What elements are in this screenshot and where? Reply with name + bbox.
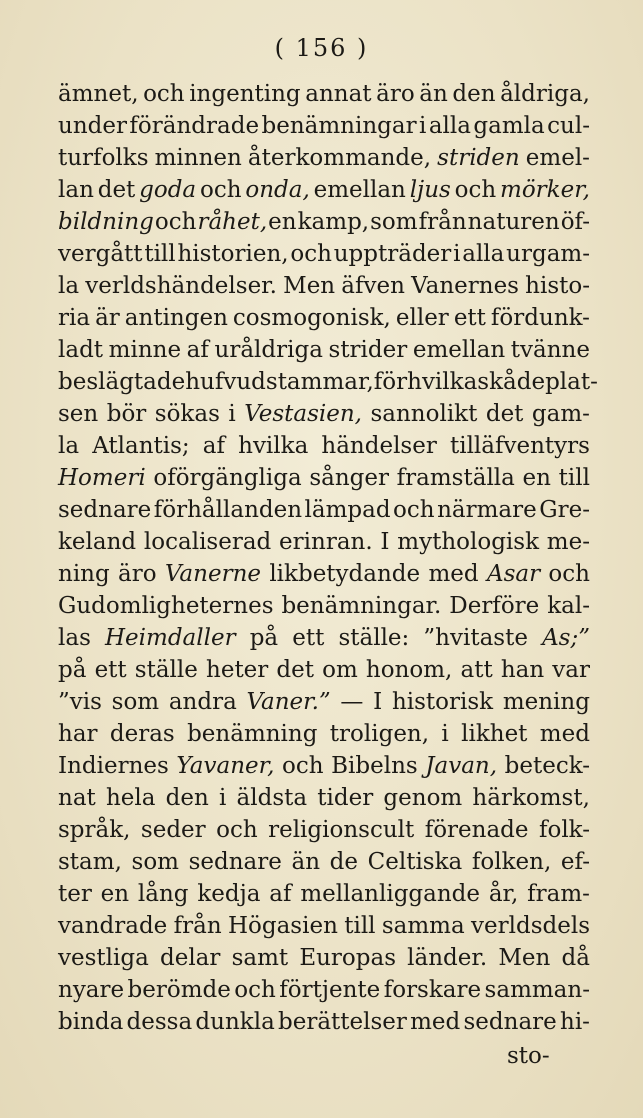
word: ställe (134, 657, 198, 683)
word: ett (292, 625, 325, 651)
word: det (485, 401, 524, 427)
word: ingenting (189, 81, 301, 107)
word: framställa (396, 465, 515, 491)
word: förhållanden (153, 497, 303, 523)
word: binda (58, 1009, 124, 1035)
word: ria (58, 305, 91, 331)
word: emel- (525, 145, 590, 171)
word: en (522, 465, 551, 491)
word: Men (283, 273, 336, 299)
word: var (552, 657, 590, 683)
word: la (58, 433, 80, 459)
word: emellan (313, 177, 406, 203)
word: religionscult (268, 817, 415, 843)
word: ladt (58, 337, 104, 363)
word: äldsta (236, 785, 308, 811)
word: historisk (391, 689, 494, 715)
word: sökas (154, 401, 220, 427)
word: då (561, 945, 590, 971)
word: på (249, 625, 279, 651)
italic-word: mörker, (500, 177, 590, 203)
word: skådeplat- (477, 369, 598, 395)
text-line (58, 878, 590, 910)
text-line (58, 430, 590, 462)
text-line (58, 238, 590, 270)
word: med (539, 721, 590, 747)
word: under (58, 113, 127, 139)
word: med (428, 561, 479, 587)
word: kal- (547, 593, 590, 619)
word: localiserad (143, 529, 272, 555)
text-line (58, 110, 590, 142)
word: en (100, 881, 130, 907)
word: eller (395, 305, 449, 331)
word: minne (108, 337, 182, 363)
text-line (58, 718, 590, 750)
italic-word: Vanerne (164, 561, 261, 587)
text-line (58, 622, 590, 654)
word: har (58, 721, 98, 747)
word: och (454, 177, 497, 203)
word: äro (118, 561, 157, 587)
word: tilläfventyrs (449, 433, 590, 459)
italic-word: Vestasien, (244, 401, 362, 427)
word: Europas (299, 945, 396, 971)
word: och (290, 241, 332, 267)
word: alla (428, 113, 471, 139)
word: till (144, 241, 176, 267)
word: annat (305, 81, 372, 107)
text-line (58, 814, 590, 846)
word: Gudomligheternes (58, 593, 274, 619)
word: förtjente (279, 977, 381, 1003)
word: och (282, 753, 324, 779)
word: än (419, 81, 448, 107)
word: med (410, 1009, 461, 1035)
catchword: sto- (507, 1043, 550, 1069)
word: af (202, 433, 226, 459)
word: seder (140, 817, 206, 843)
word: bör (106, 401, 147, 427)
word: förändrade (129, 113, 260, 139)
word: sednare (463, 1009, 557, 1035)
italic-word: bildning (58, 209, 154, 235)
text-line (58, 558, 590, 590)
text-line (58, 398, 590, 430)
word: i (219, 785, 227, 811)
italic-word: striden (437, 145, 520, 171)
word: verldsdels (471, 913, 590, 939)
word: folken, (471, 849, 552, 875)
word: sednare (58, 497, 152, 523)
word: ställe: (338, 625, 410, 651)
word: deras (109, 721, 175, 747)
word: dunkla (195, 1009, 275, 1035)
word: nyare (58, 977, 125, 1003)
italic-word: Asar (486, 561, 541, 587)
word: mening (502, 689, 590, 715)
word: lämpad (304, 497, 391, 523)
word: åldriga, (500, 81, 590, 107)
word: fördunk- (490, 305, 590, 331)
italic-word: Yavaner, (176, 753, 275, 779)
word: ett (453, 305, 486, 331)
word: öf- (560, 209, 590, 235)
word: folk- (538, 817, 590, 843)
word: urgam- (506, 241, 590, 267)
word: hufvudstammar, (185, 369, 374, 395)
italic-word: goda (139, 177, 197, 203)
italic-word: Vaner.” (246, 689, 331, 715)
italic-word: Javan, (425, 753, 498, 779)
text-line (58, 686, 590, 718)
word: likhet (461, 721, 528, 747)
word: äro (376, 81, 415, 107)
text-line (58, 750, 590, 782)
italic-word: råhet, (197, 209, 268, 235)
page-number: ( 156 ) (274, 34, 369, 62)
word: ter (58, 881, 92, 907)
word: sednare (188, 849, 282, 875)
word: honom, (365, 657, 453, 683)
text-line (58, 174, 590, 206)
text-line (58, 494, 590, 526)
word: ning (58, 561, 110, 587)
word: än (291, 849, 321, 875)
word: ”vis (58, 689, 102, 715)
word: språk, (58, 817, 131, 843)
word: det (276, 657, 314, 683)
word: den (452, 81, 496, 107)
word: äfven (341, 273, 405, 299)
word: de (329, 849, 359, 875)
word: benämningar (261, 113, 417, 139)
word: är (95, 305, 120, 331)
word: nat (58, 785, 96, 811)
word: närmare (437, 497, 537, 523)
word: Derföre (449, 593, 540, 619)
text-line (58, 782, 590, 814)
word: cul- (547, 113, 590, 139)
word: lan (58, 177, 94, 203)
word: och (199, 177, 242, 203)
word: beslägtade (58, 369, 186, 395)
word: ett (94, 657, 127, 683)
text-line (58, 1006, 590, 1038)
word: hela (105, 785, 156, 811)
word: las (58, 625, 91, 651)
word: det (97, 177, 136, 203)
word: heter (206, 657, 269, 683)
body-text (58, 78, 598, 1038)
word: genom (383, 785, 463, 811)
word: Gre- (539, 497, 590, 523)
word: historien, (177, 241, 289, 267)
word: cosmogonisk, (232, 305, 391, 331)
word: delar (159, 945, 221, 971)
word: troligen, (329, 721, 430, 747)
word: kedja (197, 881, 261, 907)
word: likbetydande (269, 561, 421, 587)
word: erinran. (279, 529, 373, 555)
word: I (380, 529, 390, 555)
word: en (268, 209, 297, 235)
word: Högasien (227, 913, 338, 939)
word: samma (381, 913, 465, 939)
word: återkommande, (247, 145, 432, 171)
word: i (441, 721, 449, 747)
word: från (173, 913, 222, 939)
word: benämning (187, 721, 318, 747)
italic-word: As;” (542, 625, 590, 651)
word: och (548, 561, 590, 587)
word: stam, (58, 849, 122, 875)
word: länder. (407, 945, 488, 971)
word: lång (137, 881, 189, 907)
word: och (143, 81, 185, 107)
word: Indiernes (58, 753, 169, 779)
word: att (460, 657, 493, 683)
word: andra (168, 689, 237, 715)
word: från (418, 209, 467, 235)
word: berättelser (278, 1009, 407, 1035)
word: och (234, 977, 276, 1003)
word: benämningar. (281, 593, 442, 619)
word: minnen (154, 145, 242, 171)
word: fram- (527, 881, 590, 907)
word: I (373, 689, 383, 715)
word: ef- (560, 849, 590, 875)
word: Men (498, 945, 551, 971)
word: uråldriga (214, 337, 323, 363)
word: händelser (321, 433, 437, 459)
word: hvilka (407, 369, 478, 395)
text-line (58, 942, 590, 974)
word: tvänne (510, 337, 590, 363)
word: mythologisk (397, 529, 540, 555)
text-line (58, 270, 590, 302)
text-line (58, 462, 590, 494)
word: i (453, 241, 461, 267)
text-line (58, 974, 590, 1006)
text-line (58, 142, 590, 174)
word: gamla (473, 113, 545, 139)
word: me- (546, 529, 590, 555)
word: Atlantis; (92, 433, 190, 459)
word: af (186, 337, 209, 363)
text-line (58, 526, 590, 558)
text-line (58, 302, 590, 334)
word: tider (317, 785, 374, 811)
word: sen (58, 401, 99, 427)
text-line (58, 206, 590, 238)
word: forskare (383, 977, 482, 1003)
word: förenade (424, 817, 529, 843)
word: på (58, 657, 87, 683)
word: sannolikt (370, 401, 478, 427)
word: härkomst, (472, 785, 590, 811)
word: vestliga (58, 945, 149, 971)
italic-word: Homeri (58, 465, 146, 491)
word: strider (328, 337, 408, 363)
word: som (111, 689, 160, 715)
word: för (373, 369, 408, 395)
word: keland (58, 529, 137, 555)
text-line (58, 78, 590, 110)
word: turfolks (58, 145, 149, 171)
italic-word: onda, (245, 177, 310, 203)
word: och (154, 209, 197, 235)
word: — (340, 689, 364, 715)
word: Celtiska (367, 849, 463, 875)
word: vandrade (58, 913, 168, 939)
word: till (344, 913, 376, 939)
text-line (58, 366, 598, 398)
word: och (393, 497, 435, 523)
word: till (558, 465, 590, 491)
word: ”hvitaste (423, 625, 528, 651)
word: af (269, 881, 292, 907)
text-line (58, 590, 590, 622)
italic-word: Heimdaller (104, 625, 236, 651)
word: år, (488, 881, 519, 907)
word: berömde (127, 977, 231, 1003)
word: la (58, 273, 80, 299)
word: om (322, 657, 358, 683)
word: han (500, 657, 545, 683)
word: antingen (124, 305, 228, 331)
word: i (228, 401, 236, 427)
word: som (131, 849, 179, 875)
word: sånger (309, 465, 389, 491)
word: samt (231, 945, 289, 971)
word: mellanliggande (300, 881, 481, 907)
word: Bibelns (331, 753, 418, 779)
word: den (165, 785, 209, 811)
word: ämnet, (58, 81, 139, 107)
word: oförgängliga (153, 465, 302, 491)
word: uppträder (333, 241, 452, 267)
word: som (370, 209, 418, 235)
italic-word: ljus (409, 177, 451, 203)
word: i (419, 113, 427, 139)
word: alla (462, 241, 505, 267)
word: samman- (484, 977, 590, 1003)
word: histo- (525, 273, 590, 299)
word: gam- (531, 401, 590, 427)
word: hi- (560, 1009, 590, 1035)
word: kamp, (297, 209, 370, 235)
word: Vanernes (411, 273, 519, 299)
text-line (58, 910, 590, 942)
word: hvilka (238, 433, 309, 459)
word: och (216, 817, 258, 843)
text-line (58, 846, 590, 878)
word: naturen (467, 209, 560, 235)
word: verldshändelser. (85, 273, 277, 299)
text-line (58, 654, 590, 686)
word: beteck- (504, 753, 590, 779)
word: vergått (58, 241, 143, 267)
text-line (58, 334, 590, 366)
word: dessa (126, 1009, 193, 1035)
word: emellan (412, 337, 506, 363)
